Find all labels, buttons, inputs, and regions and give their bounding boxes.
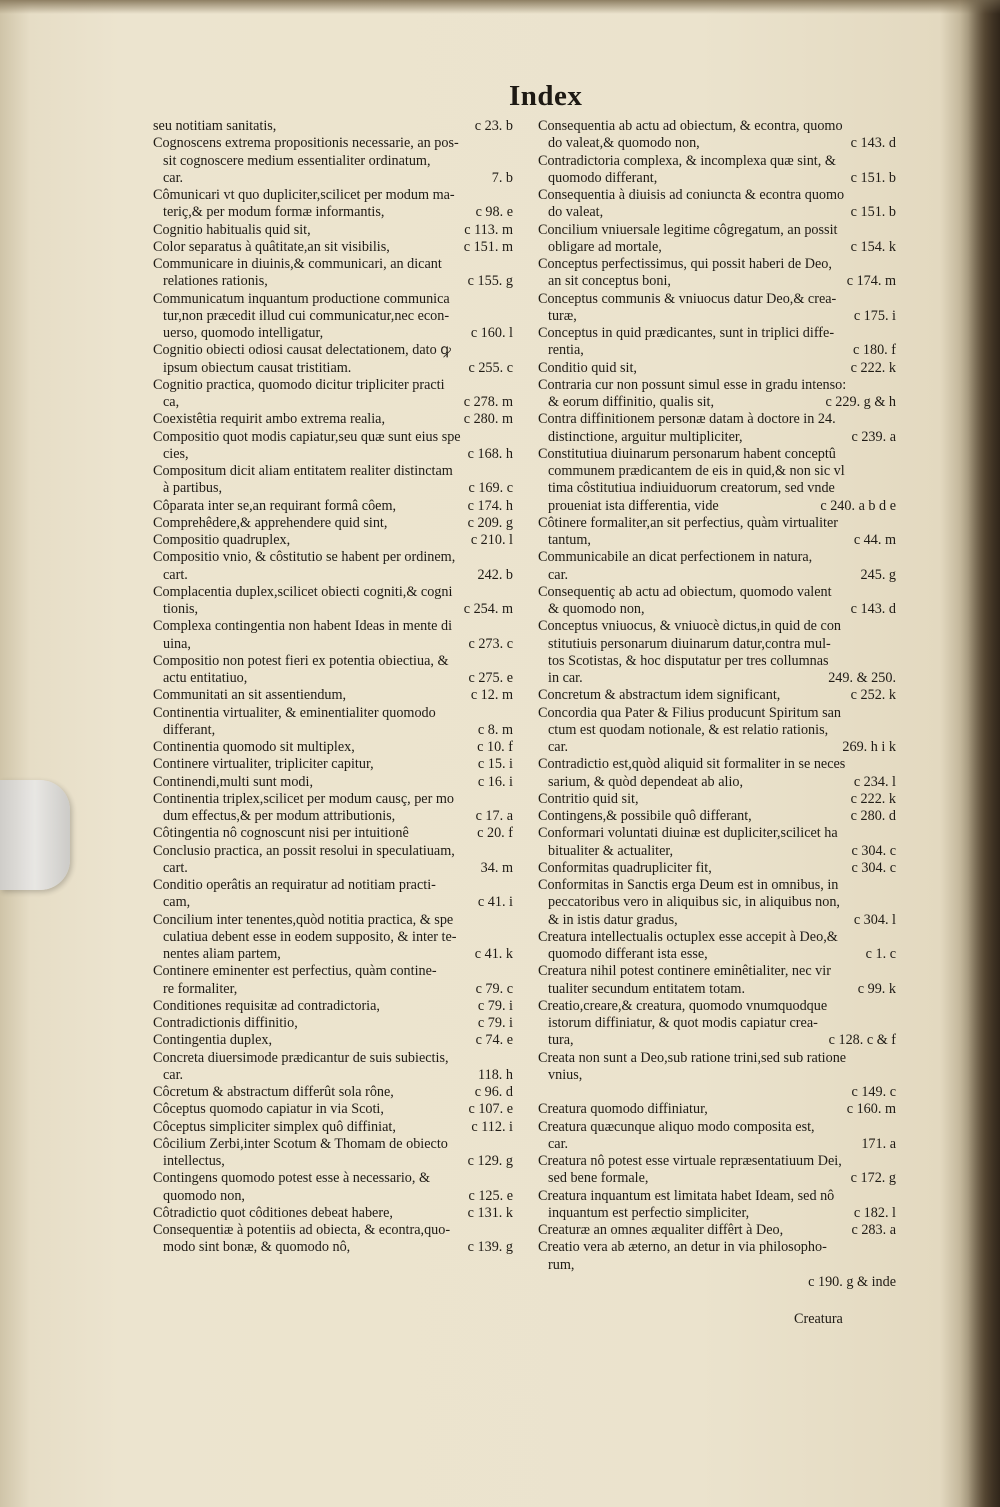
index-line: Conclusio practica, an possit resolui in speculatiuam, (153, 842, 455, 859)
index-entry-text: rentia, (548, 342, 584, 359)
index-line: c 149. c (851, 1084, 896, 1100)
index-line: Côtinere formaliter,an sit perfectius, quàm virtualiter (538, 514, 839, 531)
index-reference: c 155. g (467, 273, 513, 290)
index-reference: c 112. i (471, 1118, 513, 1135)
index-line: Consequentia à diuisis ad coniuncta & econtra quomo (538, 187, 845, 203)
index-line: Côcilium Zerbi,inter Scotum & Thomam de obiecto (153, 1135, 448, 1152)
index-line: Creatura intellectualis octuplex esse accepit à Deo,& (538, 928, 838, 945)
index-entry-text: uerso, quomodo intelligatur, (163, 325, 324, 341)
index-line: Cômunicari vt quo dupliciter,scilicet per modum ma- (153, 187, 455, 203)
index-line: tima côstitutiua indiuiduorum creatorum, sed vnde (548, 480, 835, 497)
index-reference: c 107. e (468, 1101, 513, 1118)
index-reference: c 160. l (470, 325, 513, 341)
index-line: Complexa contingentia non habent Ideas in mente di (153, 618, 453, 635)
index-reference: 118. h (478, 1066, 513, 1083)
index-line (153, 981, 513, 998)
index-entry-text: Continere virtualiter, tripliciter capitur, (153, 756, 374, 773)
index-reference: c 169. c (468, 480, 513, 497)
index-line (153, 498, 513, 515)
index-entry-text: Contradictionis diffinitio, (153, 1015, 298, 1031)
index-entry-text: in car. (548, 670, 583, 686)
index-entry-text: tionis, (163, 601, 199, 617)
page-top-edge (0, 0, 1000, 14)
index-line: Concilium inter tenentes,quòd notitia practica, & spe (153, 911, 454, 928)
index-reference: c 222. k (850, 359, 896, 376)
index-line (538, 532, 896, 549)
index-column-right (538, 118, 896, 1291)
index-line: Consequentia ab actu ad obiectum, & econtra, quomo (538, 118, 843, 134)
index-reference: 34. m (480, 859, 513, 876)
index-line: Concilium vniuersale legitime côgregatum, an possit (538, 221, 838, 238)
index-line: Compositum dicit aliam entitatem realiter distinctam (153, 463, 453, 479)
index-line (153, 1188, 513, 1205)
index-line: Communicabile an dicat perfectionem in natura, (538, 549, 813, 566)
index-line: Conceptus in quid prædicantes, sunt in triplici diffe- (538, 325, 835, 341)
index-reference: c 16. i (477, 773, 513, 790)
index-reference: c 222. k (850, 790, 896, 807)
index-reference: c 20. f (477, 825, 513, 842)
index-reference: c 99. k (857, 980, 896, 997)
index-reference: c 304. c (851, 842, 896, 859)
index-line (153, 774, 513, 791)
index-entry-text: sarium, & quòd dependeat ab alio, (548, 773, 744, 790)
index-reference: c 229. g & h (825, 394, 896, 410)
index-reference: c 278. m (463, 394, 513, 410)
index-line (153, 756, 513, 773)
index-line (538, 1136, 896, 1153)
index-line (538, 981, 896, 998)
index-entry-text: turæ, (548, 307, 577, 324)
index-reference: c 210. l (470, 532, 513, 548)
index-line (153, 601, 513, 618)
index-line: tos Scotistas, & hoc disputatur per tres collumnas (548, 652, 829, 669)
index-line: ctum est quodam notionale, & est relatio rationis, (548, 721, 829, 738)
index-reference: c 128. c & f (828, 1032, 896, 1049)
index-reference: c 8. m (477, 721, 513, 738)
index-entry-text: modo sint bonæ, & quomodo nô, (163, 1239, 351, 1256)
index-line: peccatoribus vero in aliquibus sic, in aliquibus non, (548, 894, 840, 911)
index-line: Concordia qua Pater & Filius producunt Spiritum san (538, 704, 842, 721)
index-entry-text: actu entitatiuo, (163, 670, 248, 686)
index-entry-text: Coexistêtia requirit ambo extrema realia, (153, 411, 386, 428)
index-reference: c 190. g & inde (808, 1273, 896, 1290)
page-clip (0, 780, 70, 890)
index-reference: c 12. m (470, 687, 513, 704)
index-line (538, 1274, 896, 1291)
index-line (538, 567, 896, 584)
index-line: Compositio vnio, & côstitutio se habent per ordinem, (153, 549, 456, 566)
index-reference: 242. b (477, 566, 513, 583)
index-entry-text: à partibus, (163, 480, 223, 497)
index-line (538, 739, 896, 756)
index-entry-text: re formaliter, (163, 980, 238, 997)
index-reference: c 175. i (853, 307, 896, 324)
index-entry-text: Contritio quid sit, (538, 790, 639, 807)
index-reference: c 74. e (475, 1032, 513, 1049)
index-reference: c 129. g (467, 1153, 513, 1169)
index-entry-text: proueniat ista differentia, vide (548, 497, 719, 514)
index-line (538, 1101, 896, 1118)
index-reference: c 254. m (463, 601, 513, 617)
index-line: Creatura nihil potest continere eminêtialiter, nec vir (538, 963, 831, 980)
index-entry-text: Continendi,multi sunt modi, (153, 773, 314, 790)
index-line: sit cognoscere medium essentialiter ordinatum, (163, 152, 431, 169)
index-entry-text: ca, (163, 394, 180, 410)
index-line (153, 567, 513, 584)
index-reference: c 180. f (853, 342, 896, 359)
index-line (153, 946, 513, 963)
index-line: Creatura quæcunque aliquo modo composita est, (538, 1118, 815, 1135)
index-line (153, 239, 513, 256)
index-line (153, 1101, 513, 1118)
index-line (538, 670, 896, 687)
index-reference: c 131. k (467, 1204, 513, 1221)
index-entry-text: car. (548, 566, 569, 583)
index-entry-text: car. (548, 739, 569, 755)
index-reference: c 79. i (477, 997, 513, 1014)
index-entry-text: Conformitas quadrupliciter fit, (538, 859, 712, 876)
index-entry-text: car. (163, 1066, 184, 1083)
index-reference: c 174. h (467, 497, 513, 514)
index-reference: c 151. b (850, 204, 896, 221)
index-line: Cognoscens extrema propositionis necessarie, an pos- (153, 135, 459, 152)
index-line (538, 1205, 896, 1222)
index-line: istorum diffiniatur, & quot modis capiatur crea- (548, 1015, 818, 1031)
index-line (153, 360, 513, 377)
index-reference: c 151. b (850, 169, 896, 186)
index-line: rum, (548, 1256, 575, 1273)
index-entry-text: nentes aliam partem, (163, 946, 281, 962)
index-line (538, 808, 896, 825)
index-reference: c 96. d (474, 1084, 513, 1100)
index-line (538, 239, 896, 256)
index-line: Consequentiæ à potentiis ad obiecta, & econtra,quo- (153, 1222, 451, 1238)
index-entry-text: Conditiones requisitæ ad contradictoria, (153, 997, 380, 1014)
index-line (538, 135, 896, 152)
index-line (153, 825, 513, 842)
index-line (153, 687, 513, 704)
index-line (153, 636, 513, 653)
index-reference: c 10. f (477, 739, 513, 755)
index-line: communem prædicantem de eis in quid,& non sic vl (548, 463, 845, 479)
index-line (538, 429, 896, 446)
index-line (538, 791, 896, 808)
index-reference: c 304. c (851, 859, 896, 876)
index-line (538, 308, 896, 325)
index-line (153, 1153, 513, 1170)
index-line: Contra diffinitionem personæ datam à doctore in 24. (538, 411, 836, 428)
index-line (153, 480, 513, 497)
index-line (153, 1239, 513, 1256)
index-entry-text: Color separatus à quâtitate,an sit visibilis, (153, 238, 390, 255)
index-line (538, 860, 896, 877)
index-reference: c 280. m (463, 411, 513, 428)
index-line: Conditio operâtis an requiratur ad notitiam practi- (153, 877, 436, 893)
index-entry-text: obligare ad mortale, (548, 238, 662, 255)
index-entry-text: distinctione, arguitur multipliciter, (548, 428, 743, 445)
index-line: Conceptus perfectissimus, qui possit haberi de Deo, (538, 256, 832, 272)
index-reference: c 154. k (850, 238, 896, 255)
index-line: Contraria cur non possunt simul esse in gradu intenso: (538, 376, 847, 393)
index-line: Communicare in diuinis,& communicari, an dicant (153, 256, 442, 272)
index-reference: c 1. c (865, 946, 896, 962)
index-line (538, 912, 896, 929)
index-line (153, 808, 513, 825)
index-line: Contradictoria complexa, & incomplexa quæ sint, & (538, 152, 836, 169)
index-line: tur,non præcedit illud cui communicatur,nec econ- (163, 307, 450, 324)
index-entry-text: Cognitio habitualis quid sit, (153, 221, 311, 238)
index-line (538, 687, 896, 704)
index-line (153, 739, 513, 756)
index-entry-text: car. (163, 169, 184, 186)
index-entry-text: quomodo non, (163, 1187, 245, 1204)
index-entry-text: inquantum est perfectio simpliciter, (548, 1204, 750, 1221)
index-line: Cognitio obiecti odiosi causat delectationem, dato ꝙ (153, 342, 451, 359)
index-reference: c 280. d (850, 808, 896, 824)
index-line (153, 1032, 513, 1049)
index-entry-text: Conditio quid sit, (538, 359, 637, 376)
index-line (153, 222, 513, 239)
index-line (538, 1032, 896, 1049)
index-entry-text: sed bene formale, (548, 1170, 649, 1187)
index-line: Continere eminenter est perfectius, quàm contine- (153, 963, 437, 980)
index-entry-text: Côceptus simpliciter simplex quô diffiniat, (153, 1118, 396, 1135)
index-reference: c 252. k (850, 687, 896, 704)
index-entry-text: Contingens,& possibile quô differant, (538, 808, 752, 824)
index-reference: c 182. l (853, 1204, 896, 1221)
index-line (538, 204, 896, 221)
index-reference: c 15. i (477, 756, 513, 773)
index-line (153, 411, 513, 428)
index-entry-text: Compositio quadruplex, (153, 532, 291, 548)
index-entry-text: cam, (163, 894, 191, 911)
index-line (153, 1119, 513, 1136)
index-line (153, 860, 513, 877)
index-line (538, 601, 896, 618)
index-entry-text: cart. (163, 859, 188, 876)
page-header: Index (509, 80, 583, 112)
index-entry-text: tualiter secundum entitatem totam. (548, 980, 745, 997)
index-reference: c 275. e (468, 670, 513, 686)
index-line (153, 325, 513, 342)
index-reference: c 113. m (464, 221, 513, 238)
index-entry-text: do valeat,& quomodo non, (548, 135, 700, 152)
index-line (153, 170, 513, 187)
index-line: Creatio vera ab æterno, an detur in via philosopho- (538, 1239, 827, 1256)
index-reference: c 239. a (851, 428, 896, 445)
index-line (538, 360, 896, 377)
index-line: Conceptus vniuocus, & vniuocè dictus,in quid de con (538, 618, 842, 635)
index-line: vnius, (548, 1066, 583, 1083)
index-entry-text: & eorum diffinitio, qualis sit, (548, 394, 715, 410)
index-reference: 269. h i k (842, 739, 896, 755)
index-entry-text: Côtradictio quot côditiones debeat habere, (153, 1204, 393, 1221)
index-entry-text: tura, (548, 1032, 574, 1049)
index-entry-text: Côceptus quomodo capiatur in via Scoti, (153, 1101, 384, 1118)
index-entry-text: uina, (163, 635, 191, 652)
index-entry-text: ipsum obiectum causat tristitiam. (163, 359, 352, 376)
index-reference: c 143. d (850, 135, 896, 152)
index-entry-text: Concretum & abstractum idem significant, (538, 687, 781, 704)
index-reference: c 209. g (467, 514, 513, 531)
index-line: Contradictio est,quòd aliquid sit formaliter in se neces (538, 756, 846, 773)
index-entry-text: cart. (163, 566, 188, 583)
index-line (538, 498, 896, 515)
index-entry-text: Côparata inter se,an requirant formâ côem, (153, 497, 397, 514)
index-reference: c 143. d (850, 601, 896, 617)
index-line (538, 342, 896, 359)
index-line (538, 774, 896, 791)
index-entry-text: Creatura quomodo diffiniatur, (538, 1101, 708, 1118)
index-entry-text: do valeat, (548, 204, 604, 221)
index-reference: c 172. g (850, 1170, 896, 1187)
index-reference: c 17. a (475, 808, 513, 824)
index-line (538, 1222, 896, 1239)
index-line (153, 394, 513, 411)
index-line (538, 394, 896, 411)
index-line (538, 946, 896, 963)
index-line: Cognitio practica, quomodo dicitur tripliciter practi (153, 376, 445, 393)
index-reference: 7. b (491, 169, 513, 186)
index-entry-text: car. (548, 1135, 569, 1152)
index-entry-text: cies, (163, 445, 189, 462)
index-line: Constitutiua diuinarum personarum habent conceptû (538, 445, 836, 462)
index-entry-text: seu notitiam sanitatis, (153, 118, 277, 134)
index-reference: c 160. m (846, 1101, 896, 1118)
index-entry-text: Contingentia duplex, (153, 1032, 273, 1049)
index-entry-text: intellectus, (163, 1153, 225, 1169)
index-line (153, 446, 513, 463)
index-line: Communicatum inquantum productione communica (153, 290, 450, 307)
index-reference: 245. g (860, 566, 896, 583)
index-entry-text: Comprehêdere,& apprehendere quid sint, (153, 514, 388, 531)
index-entry-text: & quomodo non, (548, 601, 645, 617)
index-reference: c 304. l (853, 911, 896, 928)
index-entry-text: Creaturæ an omnes æqualiter diffêrt à Deo, (538, 1222, 784, 1238)
index-reference: c 234. l (853, 773, 896, 790)
index-entry-text: differant, (163, 721, 216, 738)
index-line: Concreta diuersimode prædicantur de suis subiectis, (153, 1049, 449, 1066)
index-entry-text: quomodo differant ista esse, (548, 946, 708, 962)
index-reference: c 125. e (468, 1187, 513, 1204)
index-line (538, 170, 896, 187)
index-reference: c 98. e (475, 204, 513, 221)
index-line: Creata non sunt a Deo,sub ratione trini,sed sub ratione (538, 1049, 847, 1066)
index-line (153, 273, 513, 290)
index-entry-text: relationes rationis, (163, 273, 268, 290)
index-line (153, 670, 513, 687)
index-entry-text: an sit conceptus boni, (548, 273, 671, 290)
index-reference: c 283. a (851, 1222, 896, 1238)
index-reference: 171. a (861, 1135, 896, 1152)
index-line: Conformitas in Sanctis erga Deum est in omnibus, in (538, 877, 839, 893)
index-entry-text: Continentia quomodo sit multiplex, (153, 739, 355, 755)
index-reference: c 255. c (468, 359, 513, 376)
index-reference: 249. & 250. (828, 670, 896, 686)
index-line: Conceptus communis & vniuocus datur Deo,& crea- (538, 290, 837, 307)
index-line (153, 894, 513, 911)
index-line: Complacentia duplex,scilicet obiecti cogniti,& cogni (153, 583, 453, 600)
index-line (153, 515, 513, 532)
index-line (153, 998, 513, 1015)
index-reference: c 273. c (468, 635, 513, 652)
index-line (538, 1170, 896, 1187)
index-entry-text: tantum, (548, 532, 591, 548)
index-line: Creatura inquantum est limitata habet Ideam, sed nô (538, 1187, 835, 1204)
index-entry-text: Côtingentia nô cognoscunt nisi per intuitionê (153, 825, 409, 842)
index-entry-text: quomodo differant, (548, 169, 658, 186)
index-entry-text: & in istis datur gradus, (548, 911, 678, 928)
index-line: Compositio non potest fieri ex potentia obiectiua, & (153, 652, 449, 669)
index-line (538, 843, 896, 860)
index-line (153, 532, 513, 549)
index-entry-text: teriç,& per modum formæ informantis, (163, 204, 385, 221)
index-line: Continentia virtualiter, & eminentialiter quomodo (153, 704, 436, 721)
index-line (538, 273, 896, 290)
index-entry-text: Côcretum & abstractum differût sola rône, (153, 1084, 394, 1100)
index-line: stitutiuis personarum diuinarum datur,contra mul- (548, 635, 831, 652)
index-line: Creatura nô potest esse virtuale repræsentatiuum Dei, (538, 1153, 842, 1169)
index-line (153, 1084, 513, 1101)
index-reference: c 174. m (846, 273, 896, 290)
index-line (153, 118, 513, 135)
index-entry-text: bitualiter & actualiter, (548, 842, 674, 859)
index-column-left (153, 118, 513, 1257)
index-line: culatiua debent esse in eodem supposito, & inter te- (163, 928, 457, 945)
index-line (153, 1015, 513, 1032)
index-reference: c 44. m (853, 532, 896, 548)
index-line (153, 722, 513, 739)
index-line: Conformari voluntati diuinæ est dupliciter,scilicet ha (538, 825, 838, 842)
index-line: Consequentiç ab actu ad obiectum, quomodo valent (538, 583, 832, 600)
index-line (153, 1205, 513, 1222)
index-reference: c 151. m (463, 238, 513, 255)
index-reference: c 79. i (477, 1015, 513, 1031)
page-binding-shadow (960, 0, 1000, 1507)
index-reference: c 168. h (467, 445, 513, 462)
index-reference: c 139. g (467, 1239, 513, 1256)
index-reference: c 23. b (474, 118, 513, 134)
index-line: Contingens quomodo potest esse à necessario, & (153, 1170, 431, 1187)
index-reference: c 41. i (477, 894, 513, 911)
index-line: Compositio quot modis capiatur,seu quæ sunt eius spe (153, 428, 461, 445)
index-reference: c 79. c (475, 980, 513, 997)
index-reference: c 41. k (474, 946, 513, 962)
catchword: Creatura (794, 1311, 843, 1327)
index-entry-text: Communitati an sit assentiendum, (153, 687, 347, 704)
index-line: Continentia triplex,scilicet per modum causç, per mo (153, 790, 455, 807)
index-line (153, 1067, 513, 1084)
index-line: Creatio,creare,& creatura, quomodo vnumquodque (538, 997, 828, 1014)
index-reference: c 240. a b d e (820, 497, 896, 514)
index-entry-text: dum effectus,& per modum attributionis, (163, 808, 396, 824)
index-line (153, 204, 513, 221)
